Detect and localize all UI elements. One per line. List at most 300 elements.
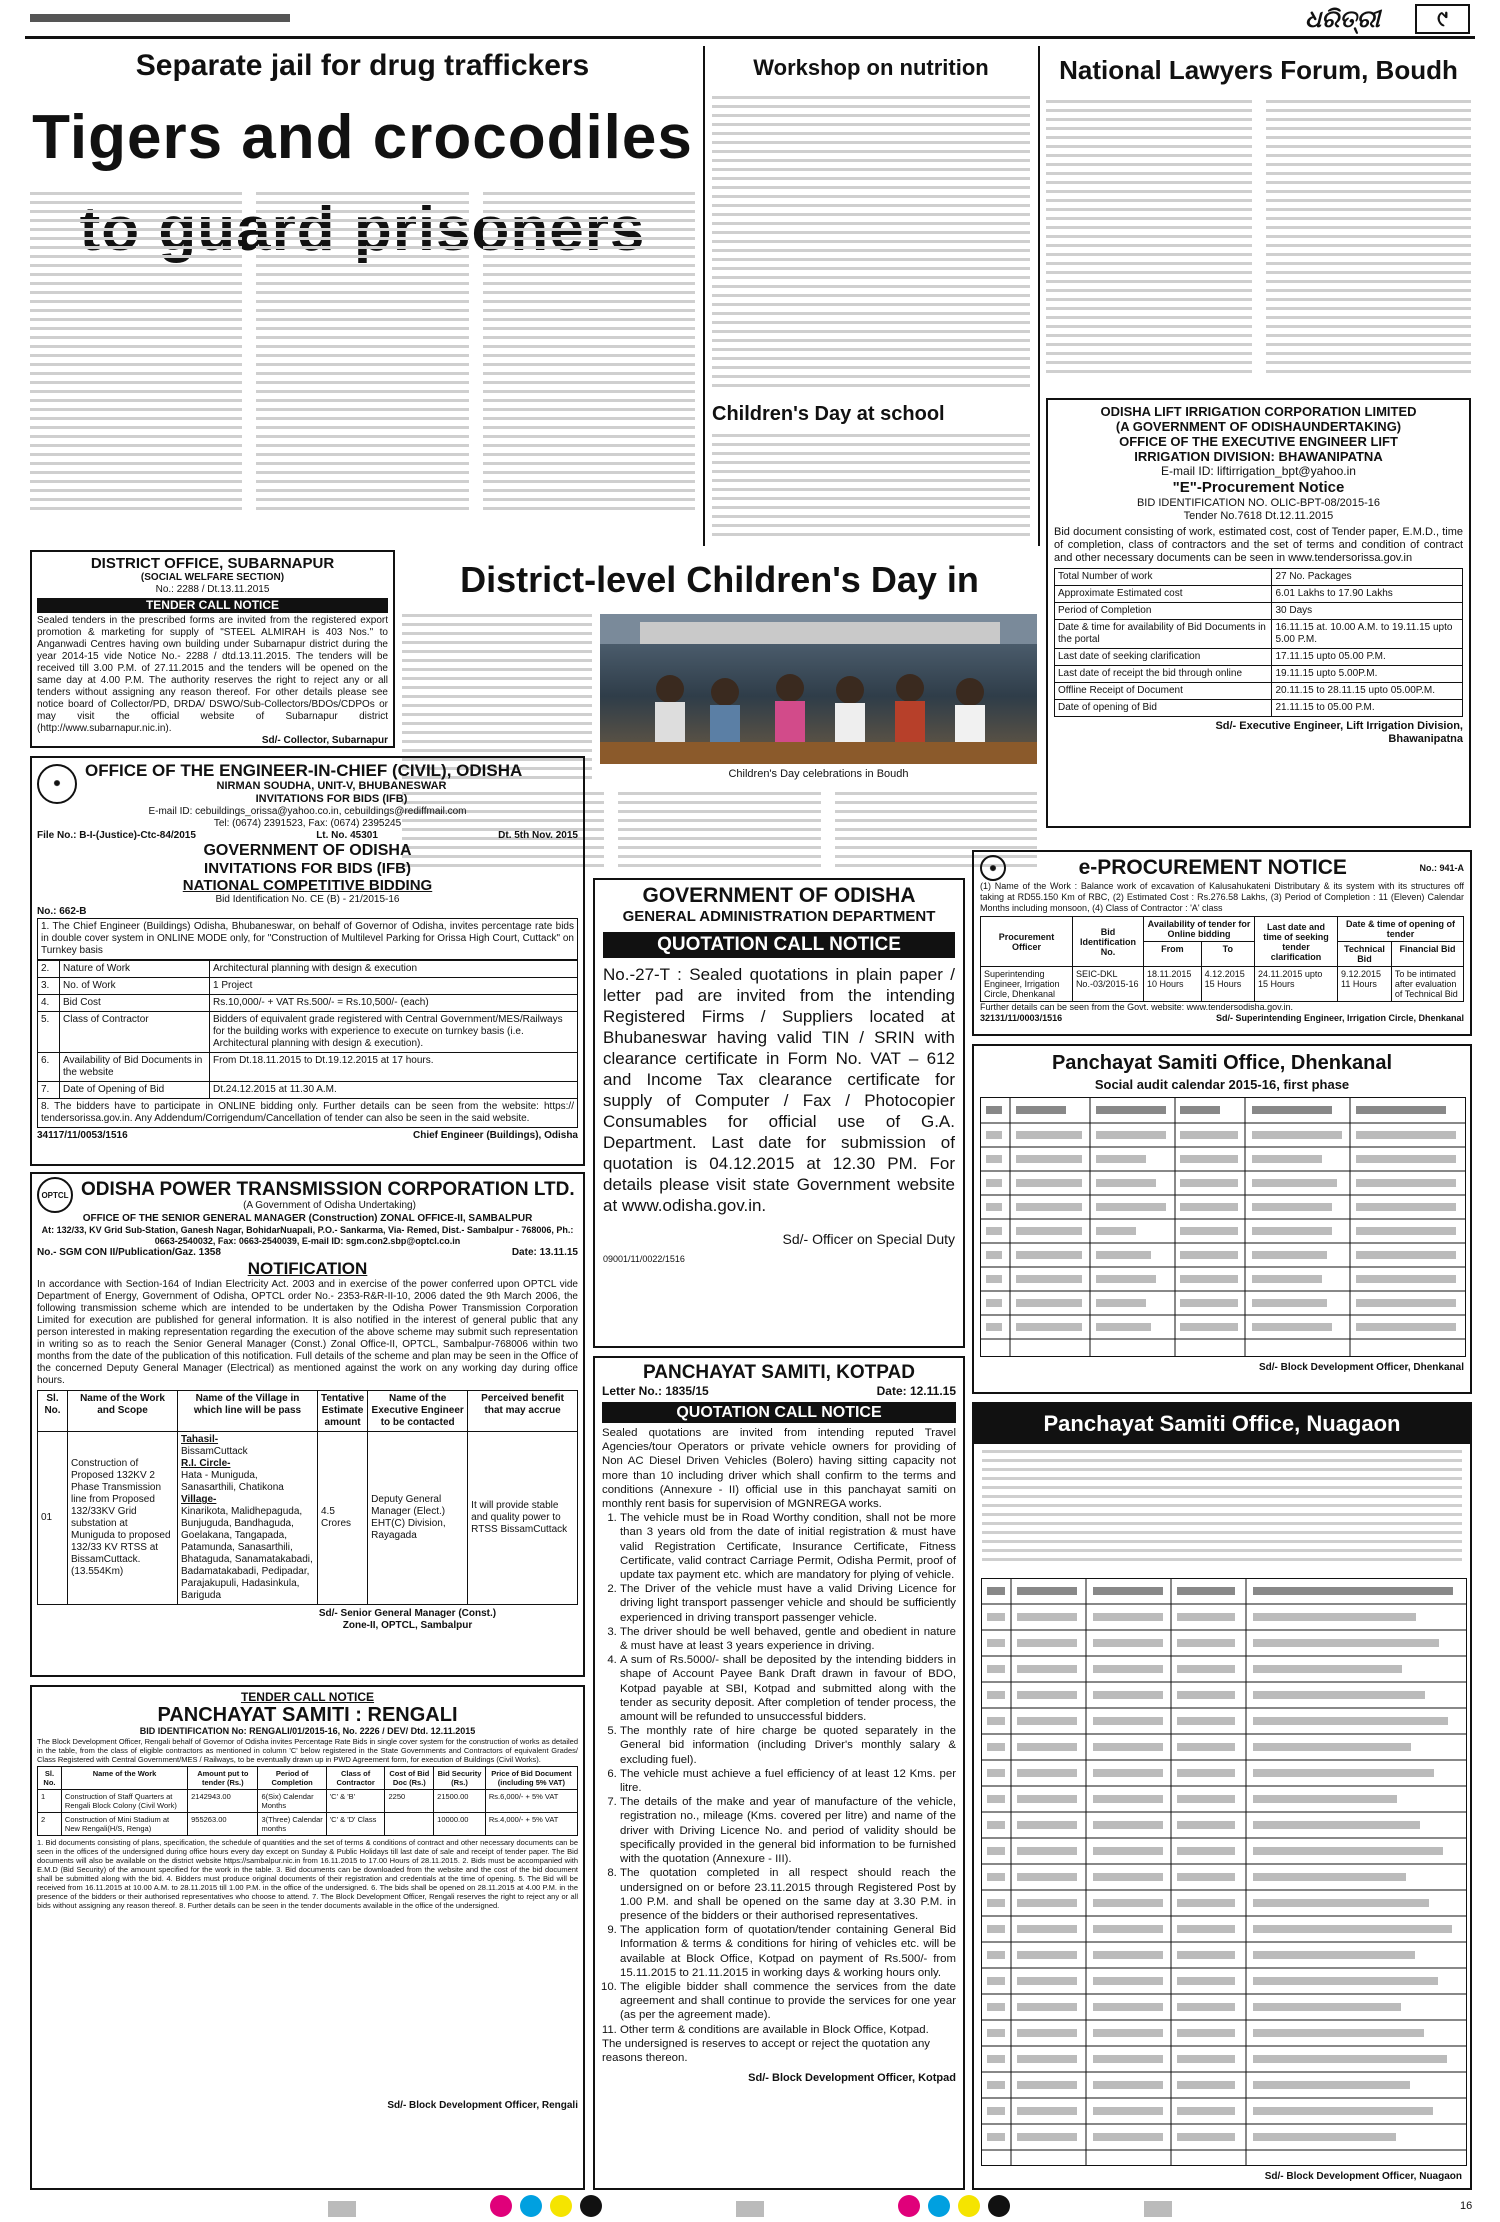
table-cell-text: [987, 1665, 1005, 1673]
table-cell: Nature of Work: [60, 961, 210, 978]
table-cell-text: [1253, 2029, 1424, 2037]
table-header: Period of Completion: [258, 1767, 326, 1790]
table-cell-text: [987, 1769, 1005, 1777]
table-cell: It will provide stable and quality power to RTSS BissamCuttack: [468, 1432, 578, 1605]
table-cell-text: [1177, 1899, 1235, 1907]
table-cell: 21.11.15 to 05.00 P.M.: [1272, 700, 1463, 717]
table-cell: 17.11.15 upto 05.00 P.M.: [1272, 649, 1463, 666]
table-cell-text: [1017, 1743, 1077, 1751]
olic-title-1: ODISHA LIFT IRRIGATION CORPORATION LIMITED: [1100, 404, 1417, 419]
table-cell-text: [1253, 1873, 1406, 1881]
optcl-notice: [30, 1172, 585, 1677]
table-row: [38, 961, 578, 978]
table-cell: Date of opening of Bid: [1055, 700, 1272, 717]
table-cell-text: [1177, 2003, 1235, 2011]
table-cell-text: [1177, 1717, 1235, 1725]
table-cell-text: [1253, 1665, 1402, 1673]
village-label: Village-: [181, 1494, 217, 1505]
print-registration-strip: [0, 2196, 1500, 2221]
subarnapur-sign: Sd/- Collector, Subarnapur: [261, 735, 388, 746]
table-cell-text: [1177, 1821, 1235, 1829]
list-item: 10. The eligible bidder shall commence the services from the date agreement and shall continue to provide the services for one year (as per the agreement made).: [620, 1980, 956, 2023]
table-cell-text: [1093, 2107, 1163, 2115]
olic-table: [1054, 568, 1463, 717]
jail-headline: Tigers and crocodiles guard: [32, 103, 693, 264]
olic-email: E-mail ID: liftirrigation_bpt@yahoo.in: [1161, 464, 1356, 478]
table-cell: 6.01 Lakhs to 17.90 Lakhs: [1272, 586, 1463, 603]
table-cell-text: [1253, 1613, 1416, 1621]
table-cell-text: [1253, 1639, 1439, 1647]
eic-no: No.: 662-B: [37, 906, 87, 917]
table-header: Name of the Work: [61, 1767, 187, 1790]
table-cell-text: [987, 1847, 1005, 1855]
list-item: 2. The Driver of the vehicle must have a valid Driving Licence for driving light transport passenger vehicle and should be sufficiently experienced in driving transport passenger vehicle.: [620, 1582, 956, 1625]
table-cell: 5.: [38, 1012, 60, 1053]
eic-title: OFFICE OF THE ENGINEER-IN-CHIEF (CIVIL), ODISHA: [85, 761, 523, 780]
eic-email: E-mail ID: cebuildings_orissa@yahoo.co.in, cebuildings@rediffmail.com: [148, 806, 467, 817]
rengali-fine-print: 1. Bid documents consisting of plans, specification, the schedule of quantities and the set of terms & conditions of contract and other necessary documents can be seen in the offices of the undersigned during office hours every day except on Sunday & Public Holidays till last date of sale and receipt of tender paper. The Bid documents will also be available on the district website https://sambalpur.nic.in from 16.11.2015 to 17.00 Hours of 28.11.2015. 2. Bids must be accompanied with E.M.D (Bid Security) of the amount specified for the work in the table. 3. Bid documents can be downloaded from the website and the cost of the bid document shall be submitted along with the bid. 4. Bidders must produce original documents of their registration and credentials at the time of opening. 5. The Bid will be received from 16.11.2015 at 10.00 A.M. to 28.11.2015 till 1.00 P.M. in the office of the undersigned. 6. The bids shall be opened on 28.11.2015 at 4.00 P.M. in the presence of the bidders or their authorised representatives who choose to attend. 7. The Block Development Officer, Rengali reserves the right to reject any or all bids without assigning any reason thereof. 8. Further details can be seen in the tender documents available in the office of the undersigned.: [37, 1838, 578, 1910]
table-cell-text: [987, 1925, 1005, 1933]
table-cell-text: [1253, 1717, 1448, 1725]
table-row: [1055, 620, 1463, 649]
table-cell-text: [1177, 2081, 1235, 2089]
table-cell-text: [1093, 1847, 1163, 1855]
dhenkanal-ps-notice: [972, 1044, 1472, 1394]
jail-kicker: Separate jail for drug traffickers: [135, 49, 590, 82]
optcl-office: OFFICE OF THE SENIOR GENERAL MANAGER (Construction) ZONAL OFFICE-II, SAMBALPUR: [82, 1213, 533, 1224]
table-cell-text: [1177, 1925, 1235, 1933]
olic-title-2: (A GOVERNMENT OF ODISHAUNDERTAKING): [1115, 419, 1402, 434]
table-cell-text: [1177, 1665, 1235, 1673]
table-cell-text: [1093, 1977, 1163, 1985]
table-row: [1055, 649, 1463, 666]
boudh-photo: [600, 614, 1037, 764]
table-cell-text: [1017, 1873, 1077, 1881]
table-row: [1055, 569, 1463, 586]
table-row: [38, 1082, 578, 1099]
cmyk-swatch-icon: [894, 2195, 1014, 2222]
masthead-dateline: [30, 6, 290, 30]
list-item: 5. The monthly rate of hire charge be quoted separately in the General bid information (including Driver's monthly salary & excluding fuel).: [620, 1724, 956, 1767]
footer-page-no: 16: [1460, 2200, 1473, 2212]
table-cell-text: [1093, 1613, 1163, 1621]
eic-gov: GOVERNMENT OF ODISHA: [203, 842, 412, 859]
table-cell-text: [987, 1717, 1005, 1725]
table-cell-text: [987, 2029, 1005, 2037]
eic-address: NIRMAN SOUDHA, UNIT-V, BHUBANESWAR: [216, 780, 447, 792]
table-cell-text: [1017, 1691, 1077, 1699]
table-cell: Deputy General Manager (Elect.) EHT(C) Division, Rayagada: [368, 1432, 468, 1605]
table-cell-text: [1017, 1639, 1077, 1647]
table-row: [38, 978, 578, 995]
table-cell: 2250: [385, 1790, 434, 1813]
table-cell: Class of Contractor: [60, 1012, 210, 1053]
table-cell: Rs.10,000/- + VAT Rs.500/- = Rs.10,500/- (each): [210, 995, 578, 1012]
table-cell: 2142943.00: [188, 1790, 258, 1813]
table-cell: Superintending Engineer, Irrigation Circle, Dhenkanal: [981, 967, 1073, 1002]
nuagaon-ps-title: Panchayat Samiti Office, Nuagaon: [974, 1404, 1470, 1444]
table-cell-text: [1253, 1795, 1397, 1803]
table-cell-text: [1017, 1613, 1077, 1621]
table-cell: Last date of seeking clarification: [1055, 649, 1272, 666]
table-header: Availability of tender for Online bidding: [1144, 917, 1255, 942]
table-cell: 4.12.2015 15 Hours: [1201, 967, 1254, 1002]
optcl-title: ODISHA POWER TRANSMISSION CORPORATION LTD.: [81, 1178, 575, 1200]
table-cell: 6.: [38, 1053, 60, 1082]
table-header: Financial Bid: [1391, 942, 1463, 967]
lawyers-headline: National Lawyers Forum, Boudh: [1059, 55, 1458, 85]
table-cell-text: [1253, 1977, 1438, 1985]
list-item: 6. The vehicle must achieve a fuel efficiency of at least 12 Kms. per litre.: [620, 1767, 956, 1795]
eic-bid-id: Bid Identification No. CE (B) - 21/2015-16: [215, 894, 400, 905]
table-header: Price of Bid Document (including 5% VAT): [485, 1767, 577, 1790]
table-cell-text: [1177, 1639, 1235, 1647]
table-cell-text: [1253, 2133, 1396, 2141]
optcl-sign-2: Zone-II, OPTCL, Sambalpur: [342, 1620, 473, 1631]
table-cell-text: [1093, 1639, 1163, 1647]
table-cell-text: [1093, 1873, 1163, 1881]
table-cell-text: [987, 1899, 1005, 1907]
table-row: [1055, 683, 1463, 700]
optcl-address: At: 132/33, KV Grid Sub-Station, Ganesh Nagar, BohidarNuapali, P.O.- Sankarma, Via- Remed, Dist.- Sambalpur - 768006, Ph.: 0663-2540032, Fax: 0663-2540039, E-mail ID: sgm.con2.sbp@optcl.co.in: [41, 1225, 574, 1246]
table-header: Class of Contractor: [326, 1767, 385, 1790]
eic-file-no: File No.: B-I-(Justice)-Ctc-84/2015: [37, 830, 196, 841]
table-cell-text: [987, 1795, 1005, 1803]
table-cell: Construction of Mini Stadium at New Rengali(H/S, Renga): [61, 1813, 187, 1836]
list-item: 8. The quotation completed in all respect should reach the undersigned on or before 23.11.2015 through Registered Post by 1.00 P.M. and shall be opened on the same day at 3.30 P.M. in presence of the bidders or their authorised representatives.: [620, 1866, 956, 1923]
table-cell-text: [1093, 1587, 1163, 1595]
table-row: [38, 1790, 578, 1813]
tahasil-value: BissamCuttack: [181, 1446, 248, 1457]
table-cell-text: [1093, 2081, 1163, 2089]
table-cell: SEIC-DKL No.-03/2015-16: [1072, 967, 1143, 1002]
table-cell: Construction of Staff Quarters at Rengali Block Colony (Civil Work): [61, 1790, 187, 1813]
table-cell: Rs.4,000/- + 5% VAT: [485, 1813, 577, 1836]
ri-circle-value: Hata - Muniguda, Sanasarthili, Chatikona: [181, 1470, 284, 1493]
kotpad-intro: Sealed quotations are invited from intending reputed Travel Agencies/tour Operators or private vehicle owners for providing of Non AC Diesel Driven Vehicles (Bolero) having sitting capacity not more than 10 including driver which shall confirm to the terms and conditions (Annexure - II) official use in this panchayat samiti on monthly rent basis for supervision of MGNREGA works.: [602, 1427, 956, 1511]
brand-logo: ଧରିତ୍ରୀ: [1305, 4, 1380, 33]
table-cell: Bid Cost: [60, 995, 210, 1012]
kotpad-letter: Letter No.: 1835/15: [602, 1384, 709, 1398]
table-cell-text: [1177, 2055, 1235, 2063]
table-cell-text: [987, 2133, 1005, 2141]
ri-circle-label: R.I. Circle-: [181, 1458, 231, 1469]
emblem-icon: ✺: [980, 855, 1006, 881]
ga-bar: QUOTATION CALL NOTICE: [603, 932, 955, 958]
table-header: Name of the Executive Engineer to be contacted: [368, 1391, 468, 1432]
table-cell-text: [1093, 1821, 1163, 1829]
table-cell: 6(Six) Calendar Months: [258, 1790, 326, 1813]
eproc-no: No.: 941-A: [1419, 863, 1464, 873]
dhenkanal-ps-sign: Sd/- Block Development Officer, Dhenkanal: [1258, 1362, 1464, 1373]
nuagaon-ps-sign: Sd/- Block Development Officer, Nuagaon: [1264, 2171, 1462, 2182]
list-item: 9. The application form of quotation/tender containing General Bid Information & terms & conditions for hiring of vehicles etc. will be available at Block Office, Kotpad on payment of Rs.500/- from 15.11.2015 to 21.11.2015 in working days & working hours only.: [620, 1923, 956, 1980]
table-cell-text: [1093, 2055, 1163, 2063]
village-list: Kinarikota, Malidhepaguda, Bunjuguda, Bandhaguda, Goelakana, Tangapada, Patamunda, Sanasarthili, Bhataguda, Sanamatakabadi, Badamatakabadi, Pedipadar, Parajakupuli, Hadasinkula, Bariguda: [181, 1506, 313, 1601]
olic-sign-1: Sd/- Executive Engineer, Lift Irrigation Division,: [1215, 720, 1463, 732]
eic-date: Dt. 5th Nov. 2015: [498, 830, 578, 841]
olic-title-3: OFFICE OF THE EXECUTIVE ENGINEER LIFT: [1119, 434, 1398, 449]
table-header-row: [38, 1767, 578, 1790]
workshop-body: [712, 96, 1030, 396]
eproc-sign: Sd/- Superintending Engineer, Irrigation Circle, Dhenkanal: [1215, 1013, 1464, 1023]
school-childrens-day-body: [712, 434, 1030, 544]
table-cell: 3.: [38, 978, 60, 995]
table-row: [38, 1012, 578, 1053]
table-cell: Date & time for availability of Bid Documents in the portal: [1055, 620, 1272, 649]
eic-ncb: NATIONAL COMPETITIVE BIDDING: [182, 877, 433, 894]
ga-footer-code: 09001/11/0022/1516: [603, 1254, 685, 1264]
kotpad-terms-list: [602, 1511, 956, 2037]
kotpad-sign: Sd/- Block Development Officer, Kotpad: [748, 2072, 956, 2085]
optcl-heading: NOTIFICATION: [247, 1259, 368, 1278]
eproc-notice: [972, 850, 1472, 1036]
jail-body: [30, 192, 695, 542]
table-cell: 19.11.15 upto 5.00P.M.: [1272, 666, 1463, 683]
table-row: [1055, 666, 1463, 683]
rengali-sign: Sd/- Block Development Officer, Rengali: [387, 2100, 578, 2111]
table-row: [38, 1432, 578, 1605]
table-cell: Bidders of equivalent grade registered with Central Government/MES/Railways for the building works with experience to execute on turnkey basis (i.e. Architectural planning with design & execution).: [210, 1012, 578, 1053]
table-cell: 4.: [38, 995, 60, 1012]
table-cell-text: [1253, 1899, 1429, 1907]
table-cell-text: [1093, 2133, 1163, 2141]
table-cell: 'C' & 'D' Class: [326, 1813, 385, 1836]
table-row: [1055, 700, 1463, 717]
table-header: Bid Identification No.: [1072, 917, 1143, 967]
table-cell-text: [1253, 1769, 1434, 1777]
table-cell-text: [987, 1821, 1005, 1829]
table-cell-text: [1177, 1977, 1235, 1985]
table-cell: 2.: [38, 961, 60, 978]
table-cell: [178, 1432, 318, 1605]
table-cell-text: [1253, 1821, 1420, 1829]
table-cell: 27 No. Packages: [1272, 569, 1463, 586]
table-row: [1055, 586, 1463, 603]
table-cell: 18.11.2015 10 Hours: [1144, 967, 1202, 1002]
table-header-row: [981, 917, 1464, 942]
color-bar-icon: [736, 2201, 764, 2217]
kotpad-notice: [593, 1356, 965, 2190]
table-cell-text: [1017, 1951, 1077, 1959]
eic-table: [37, 960, 578, 1099]
table-cell-text: [1177, 1769, 1235, 1777]
rengali-body: The Block Development Officer, Rengali behalf of Governor of Odisha invites Percentage Rate Bids in single cover system for the construction of works as detailed in the table, from the class of eligible contractors as mentioned in column 'C' below registered in the State Governments and Contractors of equivalent Grades/ Class Registered with Central Government/MES / Railways, to be eventually drawn up in PWD Agreement form, for execution of Buildings (Civil Works).: [37, 1737, 578, 1764]
table-cell-text: [1253, 2055, 1447, 2063]
table-cell-text: [1177, 1743, 1235, 1751]
table-header: From: [1144, 942, 1202, 967]
nuagaon-ps-body: [974, 1444, 1470, 1574]
table-cell: Offline Receipt of Document: [1055, 683, 1272, 700]
table-cell-text: [1093, 1795, 1163, 1803]
eic-intro: 1. The Chief Engineer (Buildings) Odisha, Bhubaneswar, on behalf of Governor of Odisha, invites percentage rate bids in double cover system in ONLINE MODE only, for "Construction of Multilevel Parking for Orissa High Court, Cuttack" on Turnkey basis: [37, 918, 578, 960]
eic-notice: [30, 756, 585, 1166]
table-cell-text: [1017, 1665, 1077, 1673]
table-cell: 20.11.15 to 28.11.15 upto 05.00P.M.: [1272, 683, 1463, 700]
olic-sign-2: Bhawanipatna: [1388, 733, 1463, 745]
table-cell-text: [1177, 1873, 1235, 1881]
table-cell-text: [1093, 1717, 1163, 1725]
table-cell: Rs.6,000/- + 5% VAT: [485, 1790, 577, 1813]
table-cell-text: [1017, 2003, 1077, 2011]
table-cell: No. of Work: [60, 978, 210, 995]
table-header: Name of the Work and Scope: [68, 1391, 178, 1432]
table-cell-text: [1093, 1925, 1163, 1933]
table-cell-text: [987, 1691, 1005, 1699]
table-cell-text: [1017, 1795, 1077, 1803]
table-cell: 21500.00: [434, 1790, 486, 1813]
table-cell-text: [1093, 2029, 1163, 2037]
table-header: Name of the Village in which line will be pass: [178, 1391, 318, 1432]
table-cell: Dt.24.12.2015 at 11.30 A.M.: [210, 1082, 578, 1099]
table-cell: 1 Project: [210, 978, 578, 995]
optcl-sub: (A Government of Odisha Undertaking): [243, 1199, 416, 1211]
table-header: Amount put to tender (Rs.): [188, 1767, 258, 1790]
kotpad-bar: QUOTATION CALL NOTICE: [602, 1402, 956, 1423]
table-cell: Construction of Proposed 132KV 2 Phase Transmission line from Proposed 132/33KV Grid substation at Muniguda to proposed 132/33 KV RTSS at BissamCuttack. (13.554Km): [68, 1432, 178, 1605]
olic-bid-id: BID IDENTIFICATION NO. OLIC-BPT-08/2015-16: [1136, 497, 1381, 509]
table-cell-text: [1253, 1743, 1411, 1751]
subarnapur-body: Sealed tenders in the prescribed forms are invited from the registered export promotion & marketing for supply of "STEEL ALMIRAH is 403 Nos." to Anganwadi Centres having own building under Subarnapur district during the year 2014-15 vide Notice No.- 2288 / dtd.13.11.2015. The tenders will be received till 3.00 P.M. of 27.11.2015 and the tenders will be opened on the same day at 4.00 P.M. The authority reserves the right to reject any or all tenders without assigning any reason thereof. For other details please see notice board of Collector/PD, DRDA/ DSWO/Sub-Collectors/BDOs/CDPOs or may visit the official website of Subarnapur district (http://www.subarnapur.nic.in).: [37, 615, 388, 734]
optcl-sign-1: Sd/- Senior General Manager (Const.): [318, 1608, 497, 1619]
list-item: 3. The driver should be well behaved, gentle and obedient in nature & must have at least 3 years experience in driving.: [620, 1625, 956, 1653]
dhenkanal-ps-title: Panchayat Samiti Office, Dhenkanal: [1051, 1052, 1393, 1074]
table-cell-text: [1017, 1847, 1077, 1855]
boudh-headline: District-level Children's Day in: [460, 559, 979, 600]
eproc-body: (1) Name of the Work : Balance work of excavation of Kalusahukateni Distributary & its system with its structures off taking at RD55.150 Km of RBC, (2) Estimated Cost : Rs.276.58 Lakhs, (3) Period of Completion : 11 (Eleven) Calendar Months including monsoon, (4) Class of Contractor : 'A' class: [980, 881, 1464, 913]
table-cell-text: [1093, 2003, 1163, 2011]
list-item: 4. A sum of Rs.5000/- shall be deposited by the intending bidders in shape of Account Payee Bank Draft drawn in favour of BDO, Kotpad payable at SBI, Kotpad and submitted along with the tender as security deposit. After completion of tender process, the amount will be refunded to unsuccessful bidders.: [620, 1653, 956, 1724]
table-cell-text: [987, 1639, 1005, 1647]
color-bar-icon: [328, 2201, 356, 2217]
eic-lt-no: Lt. No. 45301: [316, 830, 378, 841]
rengali-bid-id: BID IDENTIFICATION No: RENGALI/01/2015-16, No. 2226 / DEV/ Dtd. 12.11.2015: [139, 1726, 476, 1736]
eic-tel: Tel: (0674) 2391523, Fax: (0674) 2395245: [213, 818, 402, 829]
table-cell-text: [1253, 1847, 1443, 1855]
table-cell: 7.: [38, 1082, 60, 1099]
table-cell: 10000.00: [434, 1813, 486, 1836]
table-cell: 1: [38, 1790, 62, 1813]
ga-body: No.-27-T : Sealed quotations in plain paper / letter pad are invited from the intending Registered Firms / Suppliers located at Bhubaneswar having valid TIN / SRIN with clearance certificate in Form No. VAT – 612 and Income Tax clearance certificate for supply of Computer / Fax / Photocopier Consumables for official use of G.A. Department. Last date for submission of quotation is 04.12.2015 at 12.30 PM. For details please visit state Government website at www.odisha.gov.in.: [603, 965, 955, 1215]
table-cell-text: [1253, 2081, 1410, 2089]
subarnapur-bar: TENDER CALL NOTICE: [37, 598, 388, 613]
olic-notice-title: "E"-Procurement Notice: [1172, 479, 1345, 496]
table-cell-text: [1253, 2107, 1433, 2115]
eic-note: 8. The bidders have to participate in ONLINE bidding only. Further details can be seen from the website: https:// tendersorissa.gov.in. Any Addendum/Corrigendum/Cancellation of tender can also be seen in the said website.: [37, 1099, 578, 1128]
table-cell: 24.11.2015 upto 15 Hours: [1254, 967, 1337, 1002]
optcl-logo-icon: OPTCL: [37, 1177, 73, 1213]
table-cell: Period of Completion: [1055, 603, 1272, 620]
subarnapur-ref: No.: 2288 / Dt.13.11.2015: [155, 584, 270, 595]
olic-tender-no: Tender No.7618 Dt.12.11.2015: [1183, 510, 1334, 522]
table-header: Sl. No.: [38, 1767, 62, 1790]
table-cell-text: [987, 1977, 1005, 1985]
table-cell-text: [987, 2003, 1005, 2011]
table-cell: 16.11.15 at. 10.00 A.M. to 19.11.15 upto 5.00 P.M.: [1272, 620, 1463, 649]
olic-notice: [1046, 398, 1471, 828]
optcl-ref: No.- SGM CON II/Publication/Gaz. 1358: [37, 1247, 221, 1258]
table-cell-text: [1017, 1587, 1077, 1595]
eproc-code: 32131/11/0003/1516: [980, 1013, 1063, 1023]
kotpad-title: PANCHAYAT SAMITI, KOTPAD: [642, 1362, 915, 1383]
odisha-emblem-icon: ✺: [37, 764, 77, 804]
eproc-footer: Further details can be seen from the Govt. website: www.tendersodisha.gov.in.: [980, 1002, 1293, 1012]
table-row: [981, 967, 1464, 1002]
lawyers-body: [1046, 100, 1471, 390]
table-row: [1055, 603, 1463, 620]
table-cell-text: [987, 1743, 1005, 1751]
event-stage-illustration: [600, 614, 1037, 764]
table-cell: Last date of receipt the bid through online: [1055, 666, 1272, 683]
kotpad-outro: The undersigned is reserves to accept or reject the quotation any reasons thereon.: [602, 2037, 930, 2064]
column-rule: [1038, 46, 1040, 546]
subarnapur-notice: [30, 550, 395, 748]
rengali-notice: [30, 1685, 585, 2190]
eproc-title: e-PROCUREMENT NOTICE: [1078, 856, 1347, 879]
table-header: Technical Bid: [1338, 942, 1392, 967]
table-cell-text: [1177, 2029, 1235, 2037]
table-cell-text: [1177, 1613, 1235, 1621]
table-cell-text: [1093, 1951, 1163, 1959]
table-cell-text: [987, 1951, 1005, 1959]
school-childrens-day-headline: Children's Day at school: [712, 403, 945, 425]
table-cell: Architectural planning with design & execution: [210, 961, 578, 978]
ga-dept: GENERAL ADMINISTRATION DEPARTMENT: [622, 908, 936, 925]
masthead-rule: [25, 36, 1475, 39]
table-cell-text: [1177, 2133, 1235, 2141]
table-cell: 2: [38, 1813, 62, 1836]
table-cell: 4.5 Crores: [318, 1432, 368, 1605]
table-cell-text: [1253, 1691, 1425, 1699]
table-row: [38, 1813, 578, 1836]
table-cell-text: [1177, 1587, 1235, 1595]
list-item: 7. The details of the make and year of manufacture of the vehicle, registration no., mileage (Kms. covered per litre) and name of the driver with Driving Licence No. and period of validity should be specifically provided in the general bid information to be furnished with the quotation (Annexure - III).: [620, 1795, 956, 1866]
table-row: [38, 1053, 578, 1082]
table-cell-text: [1017, 2029, 1077, 2037]
ga-sign: Sd/- Officer on Special Duty: [782, 1231, 955, 1247]
table-cell-text: [1093, 1899, 1163, 1907]
table-cell-text: [1177, 2107, 1235, 2115]
table-cell-text: [1177, 1691, 1235, 1699]
table-cell: 01: [38, 1432, 68, 1605]
table-cell: To be intimated after evaluation of Technical Bid: [1391, 967, 1463, 1002]
rengali-title: PANCHAYAT SAMITI : RENGALI: [157, 1704, 458, 1726]
table-cell-text: [1017, 1717, 1077, 1725]
optcl-body: In accordance with Section-164 of Indian Electricity Act. 2003 and in exercise of the power conferred upon OPTCL vide Department of Energy, Government of Odisha, OPTCL order No.- 2353-R&R-II-10, 2006 dated the 9th March 2006, the following transmission scheme which are intended to be undertaken by the Odisha Power Transmission Corporation Limited for execution are published for general information. It is also notified in the interest of general public that any person interested in making representation regarding the execution of the above scheme may submit such representation in writing so as to reach the Senior General Manager (Const.) Zonal Office-II, OPTCL, Sambalpur-768006 within two months from the date of the publication of this notification. Full details of the scheme and plan may be seen in the Office of the concerned Deputy General Manager (Electrical) as mentioned against the work on any working day during office hours.: [37, 1279, 578, 1386]
nuagaon-ps-notice: [972, 1402, 1472, 2190]
rengali-bar: TENDER CALL NOTICE: [240, 1690, 375, 1704]
table-cell: 9.12.2015 11 Hours: [1338, 967, 1392, 1002]
table-header: Cost of Bid Doc (Rs.): [385, 1767, 434, 1790]
table-cell-text: [1177, 1951, 1235, 1959]
list-item: 1. The vehicle must be in Road Worthy condition, shall not be more than 3 years old from the date of initial registration & must have valid Registration Certificate, Insurance Certificate, Fitness Certificate, valid contract Carriage Permit, Odisha Permit, proof of update tax payment etc. which are mandatory for plying of vehicle.: [620, 1511, 956, 1582]
table-header: Tentative Estimate amount: [318, 1391, 368, 1432]
table-header: Sl. No.: [38, 1391, 68, 1432]
tahasil-label: Tahasil-: [181, 1434, 219, 1445]
table-cell-text: [1253, 1925, 1452, 1933]
subarnapur-title: DISTRICT OFFICE, SUBARNAPUR: [90, 555, 335, 572]
optcl-date: Date: 13.11.15: [511, 1247, 578, 1258]
workshop-headline: Workshop on nutrition: [753, 55, 989, 80]
table-cell-text: [1177, 1795, 1235, 1803]
table-cell-text: [1253, 1951, 1415, 1959]
table-cell: Availability of Bid Documents in the website: [60, 1053, 210, 1082]
list-item: 11. Other term & conditions are available in Block Office, Kotpad.: [620, 2023, 956, 2037]
nuagaon-ps-table: [981, 1578, 1467, 2166]
page-number: ୯: [1415, 4, 1470, 34]
table-cell-text: [987, 2081, 1005, 2089]
eic-sub: INVITATIONS FOR BIDS (IFB): [255, 793, 408, 805]
